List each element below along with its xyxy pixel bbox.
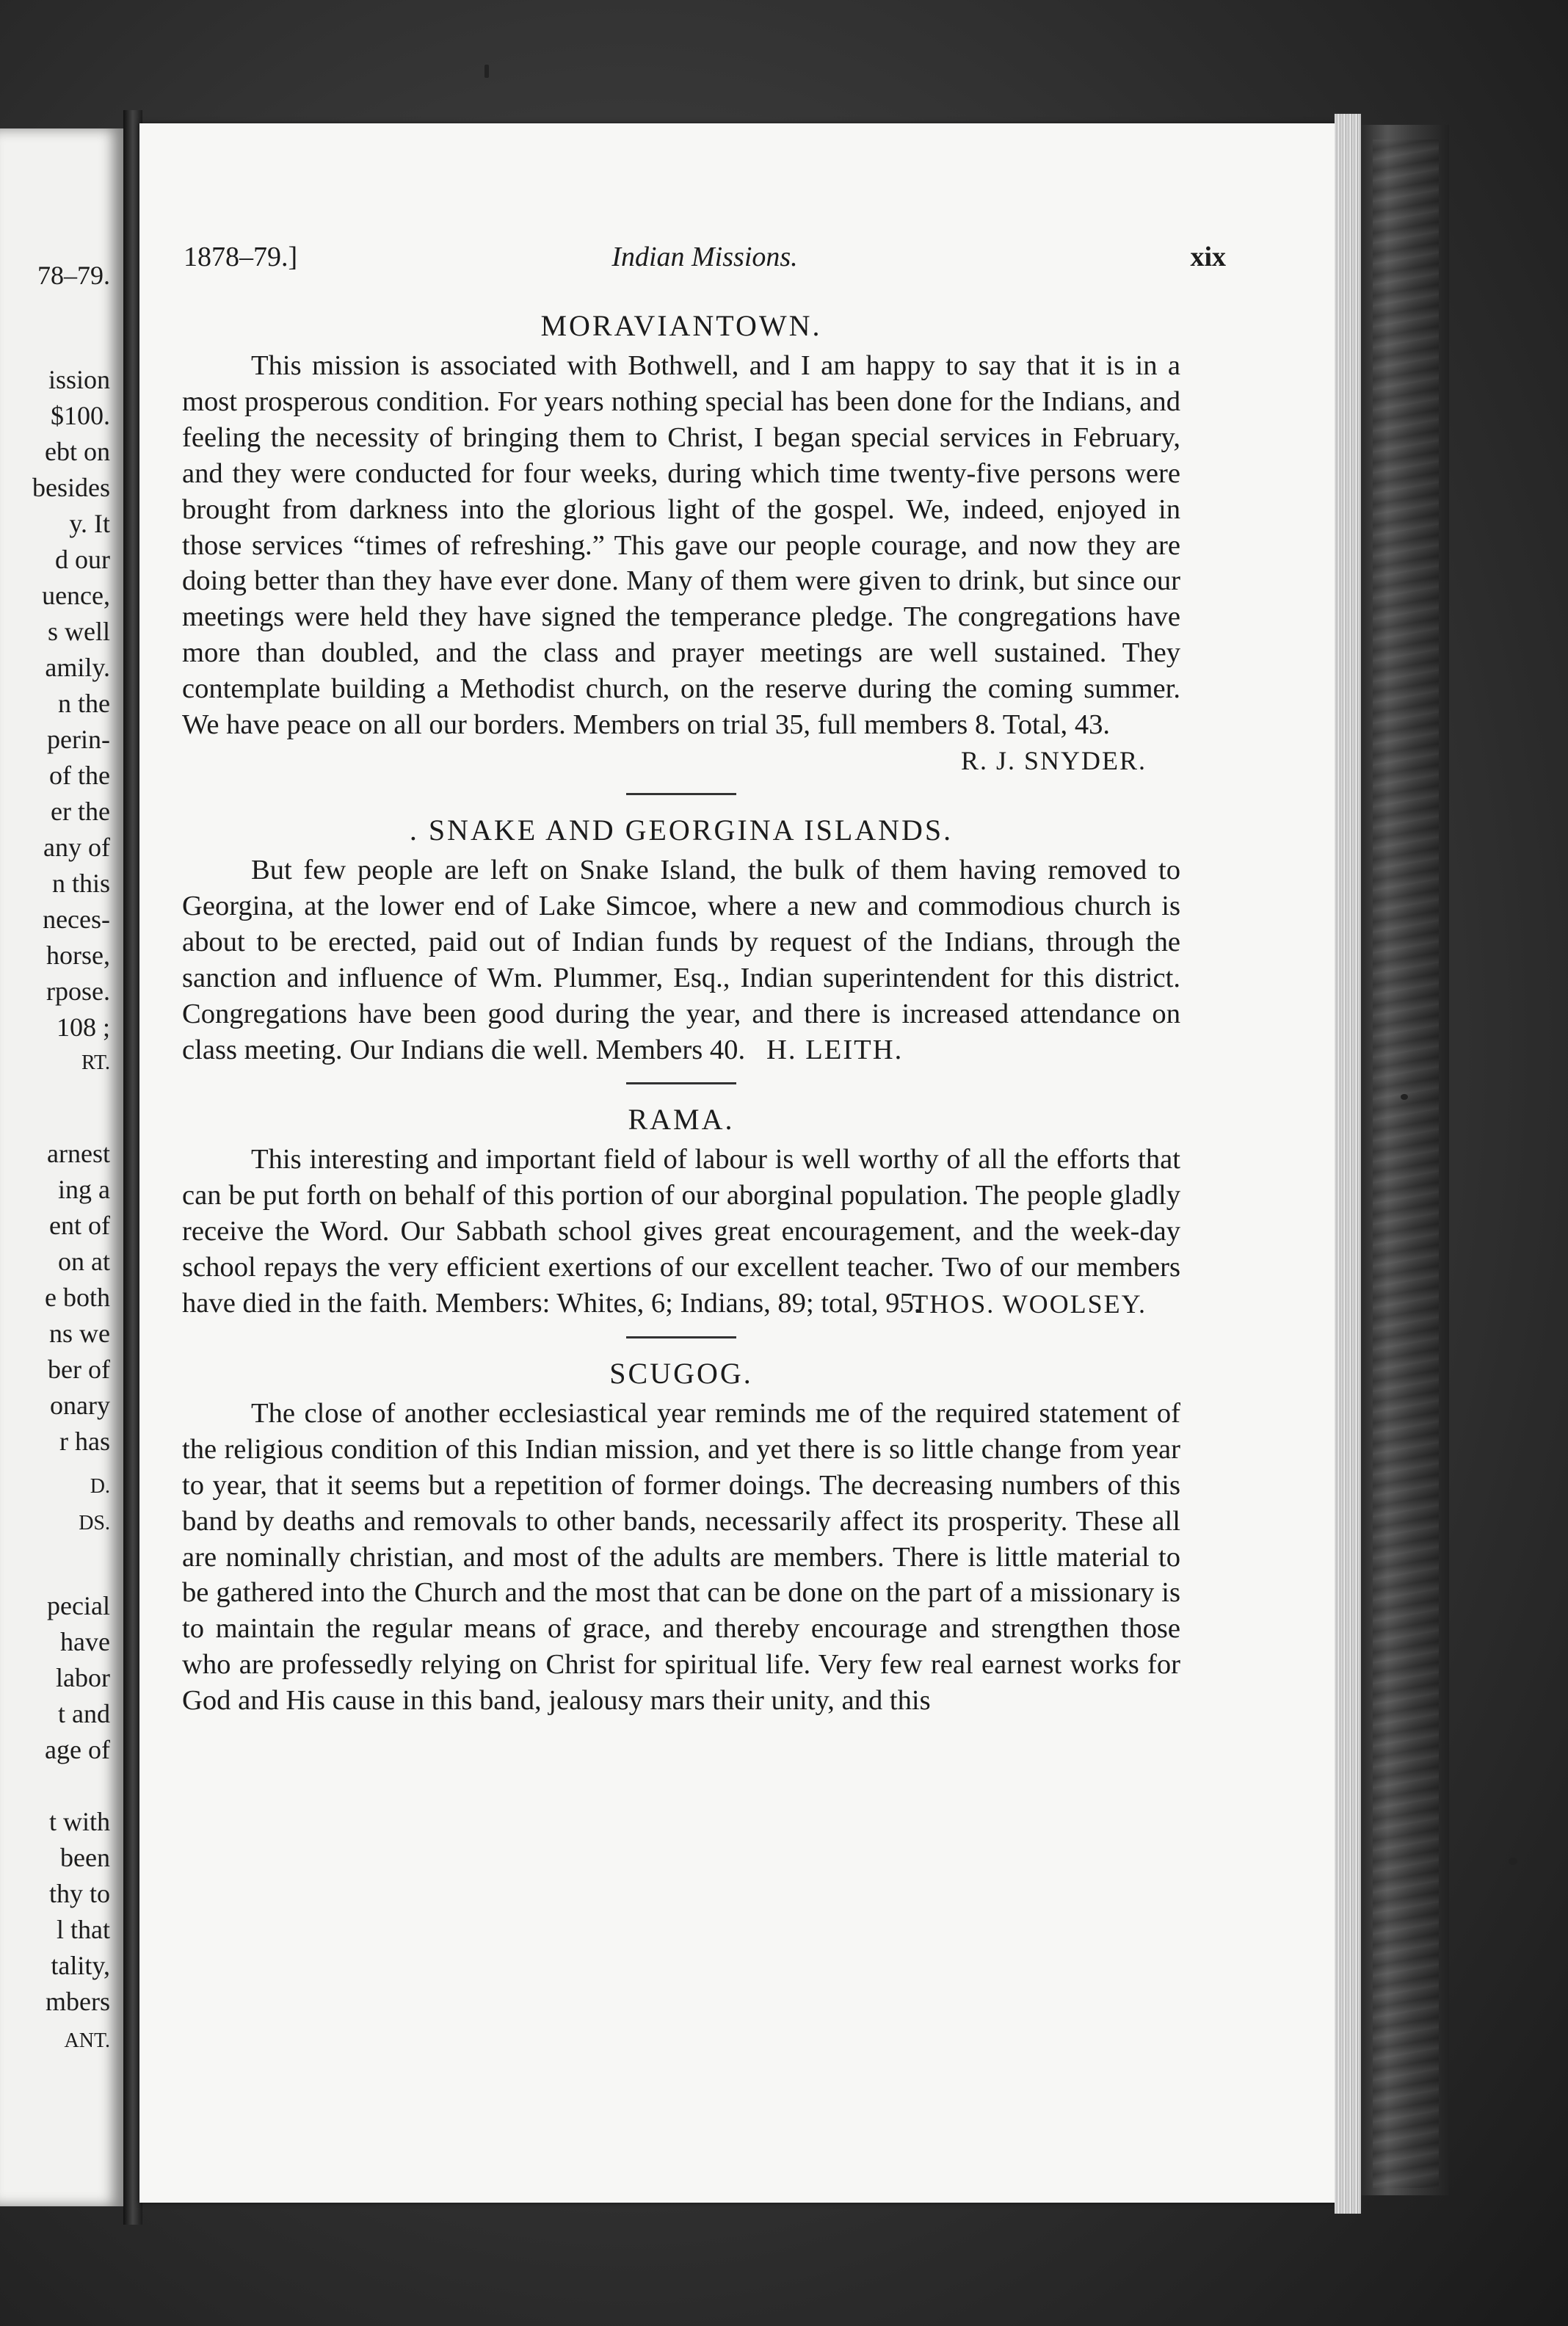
left-page-line: of the xyxy=(49,761,110,790)
section-title: SCUGOG. xyxy=(609,1356,753,1390)
left-page-line: horse, xyxy=(46,941,110,970)
running-head-title: Indian Missions. xyxy=(611,242,798,272)
marbled-cover xyxy=(1373,140,1439,2188)
page-stack-edge xyxy=(1335,114,1361,2214)
left-page-line: RT. xyxy=(81,1051,110,1074)
section-divider xyxy=(626,1082,736,1084)
section-title: . SNAKE AND GEORGINA ISLANDS. xyxy=(409,813,954,847)
page-body xyxy=(182,307,1180,1719)
left-page-line: t with xyxy=(48,1807,110,1836)
left-page-line: er the xyxy=(51,797,110,826)
left-page-line: tality, xyxy=(51,1951,110,1980)
left-page-line: pecial xyxy=(47,1591,110,1620)
left-page-line: DS. xyxy=(79,1512,110,1535)
left-page-line: age of xyxy=(45,1735,110,1764)
left-page-line: n the xyxy=(58,689,110,718)
left-page-line: on at xyxy=(58,1247,110,1276)
running-head xyxy=(184,235,1226,279)
left-page-line: l that xyxy=(57,1915,110,1944)
running-head-year: 1878–79.] xyxy=(184,242,298,272)
section-signature: THOS. WOOLSEY. xyxy=(912,1289,1147,1319)
section-rama xyxy=(182,1101,1180,1322)
left-page-line: besides xyxy=(32,473,110,502)
section-divider xyxy=(626,1336,736,1338)
left-page-line: uence, xyxy=(42,581,110,610)
section-divider xyxy=(626,793,736,795)
page-number: xix xyxy=(1190,242,1226,272)
left-page-line: y. It xyxy=(69,509,110,538)
left-page-line: r has xyxy=(59,1427,110,1456)
section-signature: H. LEITH. xyxy=(766,1034,904,1065)
left-page-line: have xyxy=(60,1627,110,1656)
left-page-line: 78–79. xyxy=(37,261,110,290)
left-page-line: rpose. xyxy=(46,977,110,1006)
left-page-line: neces- xyxy=(43,905,110,934)
left-page-line: arnest xyxy=(47,1139,110,1168)
left-page-line: s well xyxy=(48,617,110,646)
left-page-line: been xyxy=(60,1843,110,1872)
scan-speck xyxy=(1401,1094,1408,1100)
left-page-line: 108 ; xyxy=(56,1012,110,1042)
left-page-line: perin- xyxy=(47,725,110,754)
left-page-line: ns we xyxy=(49,1319,110,1348)
left-page-line: ber of xyxy=(48,1355,110,1384)
section-paragraph: This interesting and important field of labour is well worthy of all the efforts that can be put forth on behalf of this portion of our aborginal population. The people gladly receive the Word. Our Sabbath school gives great encouragement, and the week-day school repays the very efficient exertions of our excellent teacher. Two of our members have died in the faith. Members: Whites, 6; Indians, 89; total, 95. xyxy=(182,1144,1180,1319)
section-paragraph: This mission is associated with Bothwell, and I am happy to say that it is in a most prosperous condition. For years nothing special has been done for the Indians, and feeling the necessity of bringing them to Christ, I began special services in February, and they were conducted for four weeks, during which time twenty-five persons were brought from darkness into the glorious light of the gospel. We, indeed, enjoyed in those services “times of refreshing.” This gave our people courage, and now they are doing better than they have ever done. Many of them were given to drink, but since our meetings were held they have signed the temperance pledge. The congregations have more than doubled, and the class and prayer meetings are well sustained. They contemplate building a Methodist church, on the reserve during the coming summer. We have peace on all our borders. Members on trial 35, full members 8. Total, 43. xyxy=(182,350,1180,741)
section-signature: R. J. SNYDER. xyxy=(960,745,1147,775)
section-snake-georgina xyxy=(182,811,1180,1068)
left-page-line: thy to xyxy=(48,1879,110,1908)
section-title: MORAVIANTOWN. xyxy=(540,309,822,342)
left-page-line: t and xyxy=(58,1699,110,1728)
left-page-line: e both xyxy=(45,1283,110,1312)
left-page-line: ent of xyxy=(49,1211,110,1240)
section-paragraph-text: But few people are left on Snake Island, the bulk of them having removed to Georgina, at the lower end of Lake Simcoe, where a new and commodious church is about to be erected, paid out of Indian funds by request of the Indians, through the sanction and influence of Wm. Plummer, Esq., Indian superintendent for this district. Congregations have been good during the year, and there is increased attendance on class meeting. Our Indians die well. Members 40. xyxy=(182,854,1180,1065)
book-page xyxy=(139,123,1343,2203)
section-scugog xyxy=(182,1355,1180,1719)
scan-speck xyxy=(484,65,489,78)
left-page-line: onary xyxy=(50,1391,110,1420)
left-page-line: any of xyxy=(43,833,110,862)
section-title: RAMA. xyxy=(628,1103,735,1137)
left-page-line: ANT. xyxy=(64,2029,110,2052)
previous-page-fragment xyxy=(0,128,123,2206)
left-page-line: D. xyxy=(90,1475,110,1498)
left-page-line: amily. xyxy=(45,653,110,682)
left-page-line: ebt on xyxy=(45,437,110,466)
left-page-line: $100. xyxy=(51,401,110,430)
scan-speck xyxy=(1509,1858,1517,1865)
left-page-line: d our xyxy=(55,545,110,574)
left-page-line: n this xyxy=(51,869,110,898)
section-paragraph: The close of another ecclesiastical year reminds me of the required statement of the religious condition of this Indian mission, and yet there is so little change from year to year, that it seems but a repetition of former doings. The decreasing numbers of this band by deaths and removals to other bands, necessarily affect its prosperity. These all are nominally christian, and most of the adults are members. There is little material to be gathered into the Church and the most that can be done on the part of a missionary is to maintain the regular means of grace, and thereby encourage and strengthen those who are professedly relying on Christ for spiritual life. Very few real earnest works for God and His cause in this band, jealousy mars their unity, and this xyxy=(182,1397,1180,1717)
section-moraviantown xyxy=(182,307,1180,778)
left-page-line: mbers xyxy=(46,1987,110,2016)
left-page-line: labor xyxy=(56,1663,110,1692)
left-page-line: ission xyxy=(48,365,110,394)
section-paragraph xyxy=(182,852,1180,1068)
left-page-line: ing a xyxy=(58,1175,110,1204)
